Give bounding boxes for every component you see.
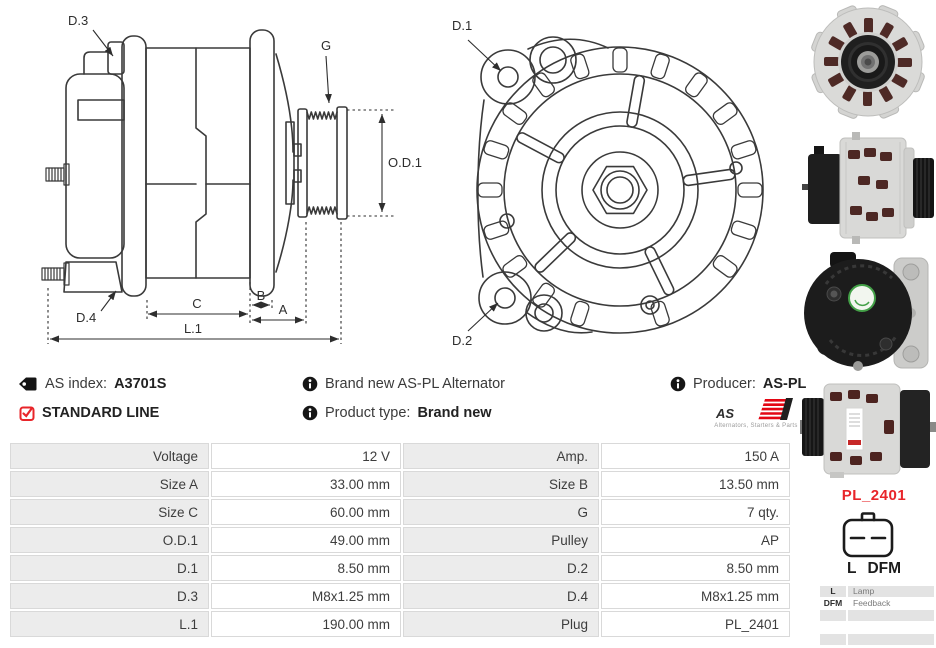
- pulley-left-flange: [298, 109, 307, 217]
- spec-label: Size C: [10, 499, 209, 525]
- as-index-value: A3701S: [114, 376, 167, 392]
- dim-label-d3: D.3: [68, 13, 89, 28]
- legend-abbr: [820, 622, 846, 633]
- dim-label-a: A: [278, 302, 288, 317]
- spec-value: 8.50 mm: [601, 555, 790, 581]
- dim-label-d2: D.2: [452, 333, 473, 348]
- dim-label-d1: D.1: [452, 18, 473, 33]
- spec-label: D.2: [403, 555, 599, 581]
- legend-abbr: [820, 610, 846, 621]
- vent-slots: [478, 48, 762, 327]
- spec-label: Amp.: [403, 443, 599, 469]
- plug-pin-names: [813, 560, 935, 578]
- d1-mount-hole: [498, 67, 518, 87]
- product-type-label: Product type:: [325, 405, 411, 421]
- pulley-right-flange: [337, 107, 347, 219]
- dimension-lines: [48, 30, 394, 344]
- front-view-technical-drawing: [440, 0, 800, 370]
- standard-line-badge: STANDARD LINE: [42, 405, 160, 421]
- spec-label: D.1: [10, 555, 209, 581]
- spec-value: 150 A: [601, 443, 790, 469]
- legend-abbr: DFM: [823, 598, 843, 608]
- spec-value: M8x1.25 mm: [211, 583, 401, 609]
- as-pl-logo-tagline: Alternators, Starters & Parts: [714, 423, 798, 429]
- spec-label: D.4: [403, 583, 599, 609]
- spec-value: 8.50 mm: [211, 555, 401, 581]
- plug-pin-l: L: [846, 560, 857, 577]
- as-pl-logo: [714, 396, 798, 422]
- legend-desc: [848, 610, 934, 621]
- d2-mount-hole: [495, 288, 515, 308]
- spec-value: 13.50 mm: [601, 471, 790, 497]
- checkbox-checked-icon: [19, 405, 35, 421]
- tag-icon: [18, 376, 38, 392]
- side-view-technical-drawing: [0, 0, 440, 368]
- spec-value: M8x1.25 mm: [601, 583, 790, 609]
- spec-value: 49.00 mm: [211, 527, 401, 553]
- spec-label: G: [403, 499, 599, 525]
- dim-label-od1: O.D.1: [388, 155, 422, 170]
- dim-label-d4: D.4: [76, 310, 97, 325]
- spec-label: L.1: [10, 611, 209, 637]
- legend-desc: Lamp: [848, 586, 934, 597]
- spec-value: 7 qty.: [601, 499, 790, 525]
- spec-value: 12 V: [211, 443, 401, 469]
- as-index-row: [18, 376, 166, 392]
- as-pl-logo-text: AS: [716, 406, 735, 421]
- spec-label: Size A: [10, 471, 209, 497]
- dim-label-g: G: [320, 38, 332, 53]
- spec-label: Voltage: [10, 443, 209, 469]
- info-icon: [302, 376, 318, 392]
- spec-value: 33.00 mm: [211, 471, 401, 497]
- spec-value: PL_2401: [601, 611, 790, 637]
- plug-code: PL_2401: [841, 487, 907, 504]
- legend-abbr: L: [820, 586, 846, 597]
- legend-desc: [848, 622, 934, 633]
- spec-table: [10, 443, 790, 637]
- spec-value: AP: [601, 527, 790, 553]
- spec-label: Size B: [403, 471, 599, 497]
- green-sticker: [849, 285, 875, 311]
- product-photo-front[interactable]: [802, 2, 934, 124]
- plug-pin-dfm: DFM: [867, 560, 902, 577]
- info-icon: [302, 405, 318, 421]
- legend-desc: Feedback: [853, 598, 891, 608]
- producer-label: Producer:: [693, 376, 756, 392]
- spec-label: Plug: [403, 611, 599, 637]
- product-photo-rear[interactable]: [800, 248, 936, 378]
- dim-label-l1: L.1: [183, 321, 203, 336]
- spec-label: O.D.1: [10, 527, 209, 553]
- dim-label-c: C: [192, 296, 202, 311]
- standard-line-row: [19, 405, 159, 421]
- spec-value: 60.00 mm: [211, 499, 401, 525]
- producer-value: AS-PL: [762, 376, 807, 392]
- as-index-label: AS index:: [45, 376, 108, 392]
- producer-row: [670, 376, 806, 392]
- brand-new-row: [302, 376, 505, 392]
- dim-label-b: B: [256, 288, 266, 303]
- spec-label: Pulley: [403, 527, 599, 553]
- product-type-value: Brand new: [417, 405, 492, 421]
- legend-desc: [848, 634, 934, 645]
- product-photo-side-left[interactable]: [800, 380, 936, 480]
- spec-label: D.3: [10, 583, 209, 609]
- brand-new-text: Brand new AS-PL Alternator: [325, 376, 506, 392]
- info-icon: [670, 376, 686, 392]
- plug-diagram: [842, 511, 894, 559]
- legend-abbr: [820, 634, 846, 645]
- spec-value: 190.00 mm: [211, 611, 401, 637]
- plug-pin-legend: [820, 586, 934, 645]
- product-type-row: [302, 405, 492, 421]
- product-photo-side-right[interactable]: [800, 128, 936, 248]
